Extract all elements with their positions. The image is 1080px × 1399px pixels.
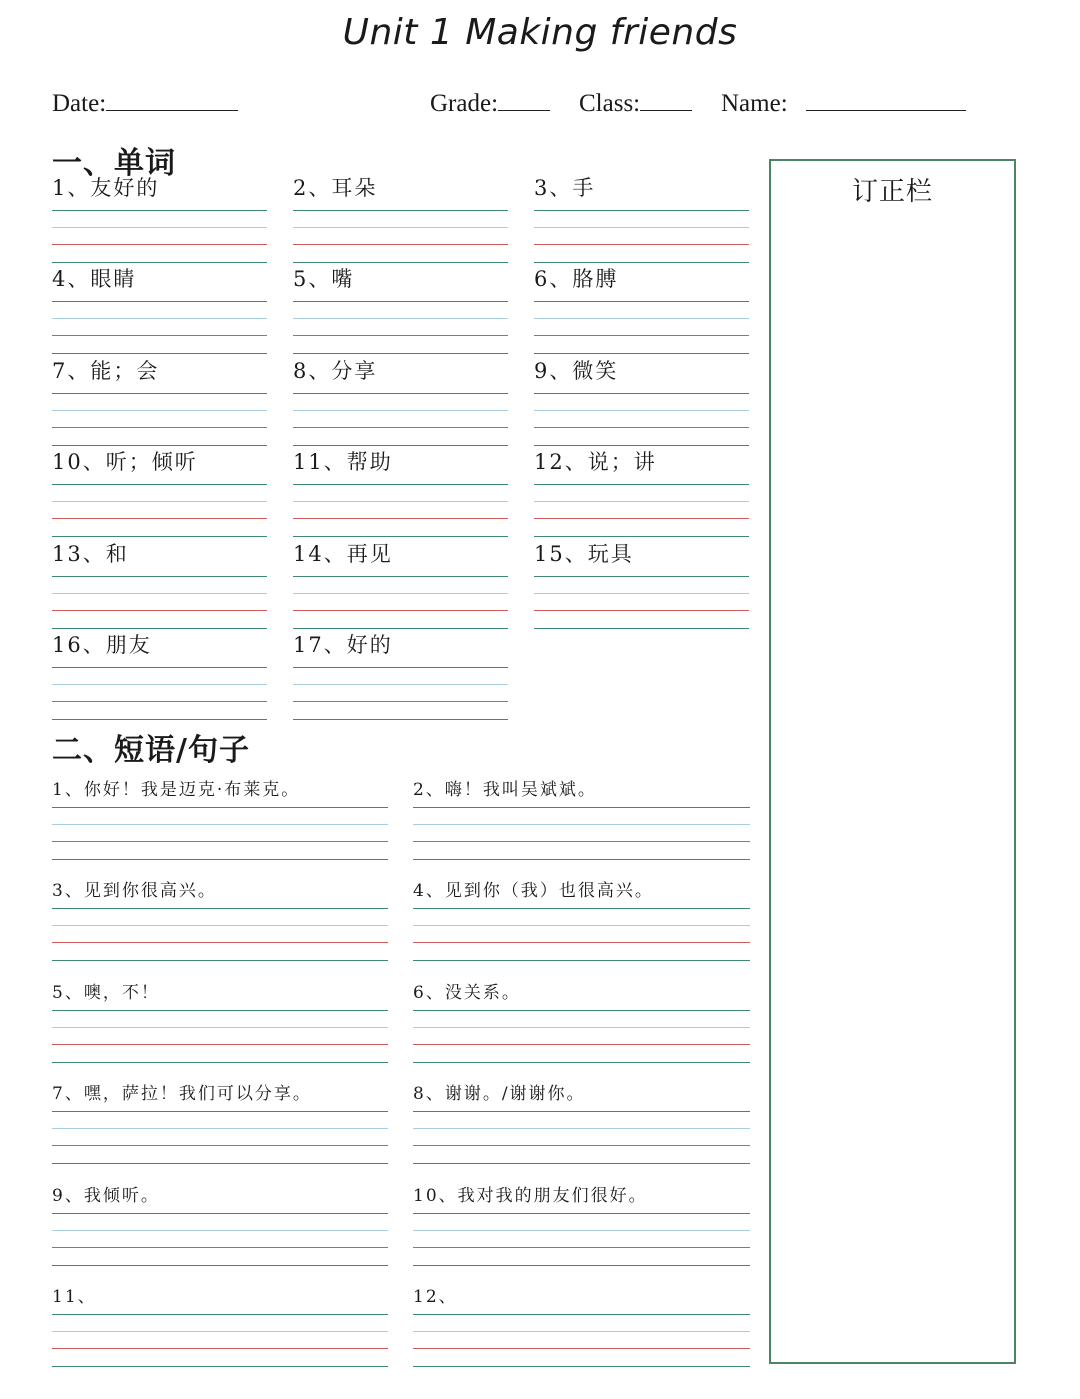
writing-base-line (52, 859, 388, 860)
writing-base-line (534, 628, 749, 629)
writing-top-line (293, 667, 508, 668)
sentence-item-label: 11、 (52, 1287, 97, 1307)
writing-red-line (534, 518, 749, 519)
name-blank[interactable] (806, 92, 966, 111)
sentence-item-label: 3、见到你很高兴。 (52, 881, 217, 902)
writing-top-line (534, 576, 749, 577)
class-blank[interactable] (640, 92, 692, 111)
writing-blue-line (534, 227, 749, 228)
vocab-item-label: 15、玩具 (534, 541, 634, 566)
writing-blue-line (534, 501, 749, 502)
writing-red-line (413, 1348, 750, 1349)
section-vocabulary-heading: 一、单词 (52, 146, 176, 181)
writing-top-line (413, 1010, 750, 1011)
writing-red-line (52, 335, 267, 336)
sentence-item-label: 5、噢，不！ (52, 982, 160, 1003)
sentence-item-label: 7、嘿，萨拉！我们可以分享。 (52, 1084, 312, 1105)
writing-blue-line (293, 410, 508, 411)
vocab-item-label: 5、嘴 (293, 267, 355, 292)
writing-blue-line (413, 1027, 750, 1028)
writing-top-line (413, 1213, 750, 1214)
vocab-item-label: 4、眼睛 (52, 267, 137, 292)
writing-top-line (293, 210, 508, 211)
class-field (579, 90, 692, 118)
writing-red-line (52, 427, 267, 428)
writing-red-line (52, 610, 267, 611)
vocab-item[interactable] (293, 633, 508, 752)
sentence-item[interactable] (413, 1185, 750, 1298)
writing-red-line (293, 701, 508, 702)
writing-red-line (293, 610, 508, 611)
writing-top-line (534, 484, 749, 485)
writing-blue-line (52, 925, 388, 926)
vocab-item-label: 10、听；倾听 (52, 450, 198, 475)
writing-top-line (413, 908, 750, 909)
correction-column[interactable] (769, 159, 1016, 1364)
writing-red-line (52, 1348, 388, 1349)
vocab-item-label: 7、能；会 (52, 358, 160, 383)
writing-blue-line (52, 824, 388, 825)
writing-blue-line (293, 593, 508, 594)
writing-top-line (52, 393, 267, 394)
vocab-item-label: 6、胳膊 (534, 267, 619, 292)
date-blank[interactable] (106, 92, 238, 111)
sentence-item-label: 10、我对我的朋友们很好。 (413, 1185, 648, 1206)
vocab-item-label: 11、帮助 (293, 450, 393, 475)
writing-blue-line (413, 1331, 750, 1332)
writing-base-line (413, 1163, 750, 1164)
writing-base-line (52, 1062, 388, 1063)
sentence-item-label: 12、 (413, 1287, 458, 1307)
writing-red-line (293, 427, 508, 428)
writing-red-line (534, 610, 749, 611)
writing-red-line (534, 244, 749, 245)
writing-blue-line (52, 227, 267, 228)
sentence-item-label: 4、见到你（我）也很高兴。 (413, 881, 654, 902)
writing-blue-line (52, 1128, 388, 1129)
writing-base-line (52, 1265, 388, 1266)
writing-top-line (52, 484, 267, 485)
writing-top-line (413, 1111, 750, 1112)
writing-red-line (534, 335, 749, 336)
grade-blank[interactable] (498, 92, 550, 111)
writing-red-line (293, 335, 508, 336)
sentence-item-label: 9、我倾听。 (52, 1185, 160, 1206)
vocab-item-label: 12、说；讲 (534, 450, 657, 475)
writing-red-line (52, 1145, 388, 1146)
sentence-item[interactable] (52, 1185, 388, 1298)
name-field (721, 90, 966, 118)
writing-blue-line (293, 318, 508, 319)
writing-top-line (52, 210, 267, 211)
writing-blue-line (293, 684, 508, 685)
vocab-item-label: 3、手 (534, 176, 596, 200)
writing-top-line (52, 576, 267, 577)
writing-blue-line (52, 593, 267, 594)
writing-red-line (52, 1247, 388, 1248)
writing-top-line (534, 301, 749, 302)
writing-base-line (413, 1366, 750, 1367)
class-label: Class: (579, 90, 641, 117)
writing-top-line (293, 484, 508, 485)
vocab-item-label: 13、和 (52, 541, 129, 566)
writing-top-line (52, 1213, 388, 1214)
writing-red-line (52, 701, 267, 702)
vocab-item-label: 1、友好的 (52, 176, 160, 200)
date-field (52, 90, 238, 118)
writing-blue-line (534, 410, 749, 411)
writing-top-line (52, 667, 267, 668)
writing-base-line (52, 1163, 388, 1164)
sentence-item-label: 6、没关系。 (413, 982, 521, 1003)
writing-red-line (293, 244, 508, 245)
name-label: Name: (721, 90, 788, 117)
writing-red-line (413, 942, 750, 943)
writing-blue-line (52, 318, 267, 319)
sentence-item-label: 2、嗨！我叫吴斌斌。 (413, 780, 597, 800)
writing-red-line (52, 942, 388, 943)
writing-blue-line (293, 227, 508, 228)
writing-red-line (52, 841, 388, 842)
writing-top-line (52, 301, 267, 302)
writing-base-line (52, 719, 267, 720)
writing-blue-line (413, 824, 750, 825)
writing-top-line (52, 1111, 388, 1112)
writing-base-line (52, 960, 388, 961)
vocab-item-label: 9、微笑 (534, 358, 619, 383)
writing-top-line (293, 576, 508, 577)
writing-red-line (52, 1044, 388, 1045)
writing-top-line (293, 393, 508, 394)
writing-blue-line (52, 501, 267, 502)
page-title: Unit 1 Making friends (342, 12, 738, 53)
writing-base-line (52, 1366, 388, 1367)
writing-blue-line (293, 501, 508, 502)
vocab-item-label: 16、朋友 (52, 633, 152, 657)
writing-top-line (534, 210, 749, 211)
writing-blue-line (52, 1027, 388, 1028)
vocab-item-label: 17、好的 (293, 633, 393, 657)
date-label: Date: (52, 90, 107, 117)
sentence-item[interactable] (413, 1287, 750, 1399)
writing-red-line (413, 1044, 750, 1045)
grade-label: Grade: (430, 90, 499, 117)
writing-top-line (52, 1010, 388, 1011)
writing-blue-line (52, 1331, 388, 1332)
writing-base-line (413, 859, 750, 860)
writing-blue-line (534, 318, 749, 319)
writing-red-line (413, 1247, 750, 1248)
section-sentences-heading: 二、短语/句子 (52, 733, 250, 768)
writing-base-line (413, 1062, 750, 1063)
writing-top-line (413, 1314, 750, 1315)
writing-blue-line (413, 925, 750, 926)
correction-title: 订正栏 (851, 177, 933, 207)
writing-blue-line (413, 1128, 750, 1129)
writing-top-line (534, 393, 749, 394)
writing-base-line (293, 719, 508, 720)
writing-base-line (413, 960, 750, 961)
writing-red-line (52, 244, 267, 245)
writing-top-line (52, 1314, 388, 1315)
vocab-item-label: 14、再见 (293, 541, 393, 566)
writing-red-line (52, 518, 267, 519)
writing-blue-line (52, 410, 267, 411)
writing-blue-line (413, 1230, 750, 1231)
writing-blue-line (52, 1230, 388, 1231)
writing-blue-line (534, 593, 749, 594)
writing-red-line (413, 841, 750, 842)
writing-top-line (52, 807, 388, 808)
grade-field (430, 90, 550, 118)
writing-red-line (293, 518, 508, 519)
vocab-item-label: 8、分享 (293, 358, 378, 383)
writing-red-line (413, 1145, 750, 1146)
sentence-item-label: 8、谢谢。/谢谢你。 (413, 1084, 586, 1105)
writing-red-line (534, 427, 749, 428)
writing-top-line (52, 908, 388, 909)
writing-top-line (293, 301, 508, 302)
sentence-item-label: 1、你好！我是迈克·布莱克。 (52, 780, 301, 800)
writing-top-line (413, 807, 750, 808)
writing-blue-line (52, 684, 267, 685)
writing-base-line (413, 1265, 750, 1266)
vocab-item-label: 2、耳朵 (293, 176, 378, 200)
sentence-item[interactable] (52, 1287, 388, 1399)
vocab-item[interactable] (534, 541, 749, 661)
